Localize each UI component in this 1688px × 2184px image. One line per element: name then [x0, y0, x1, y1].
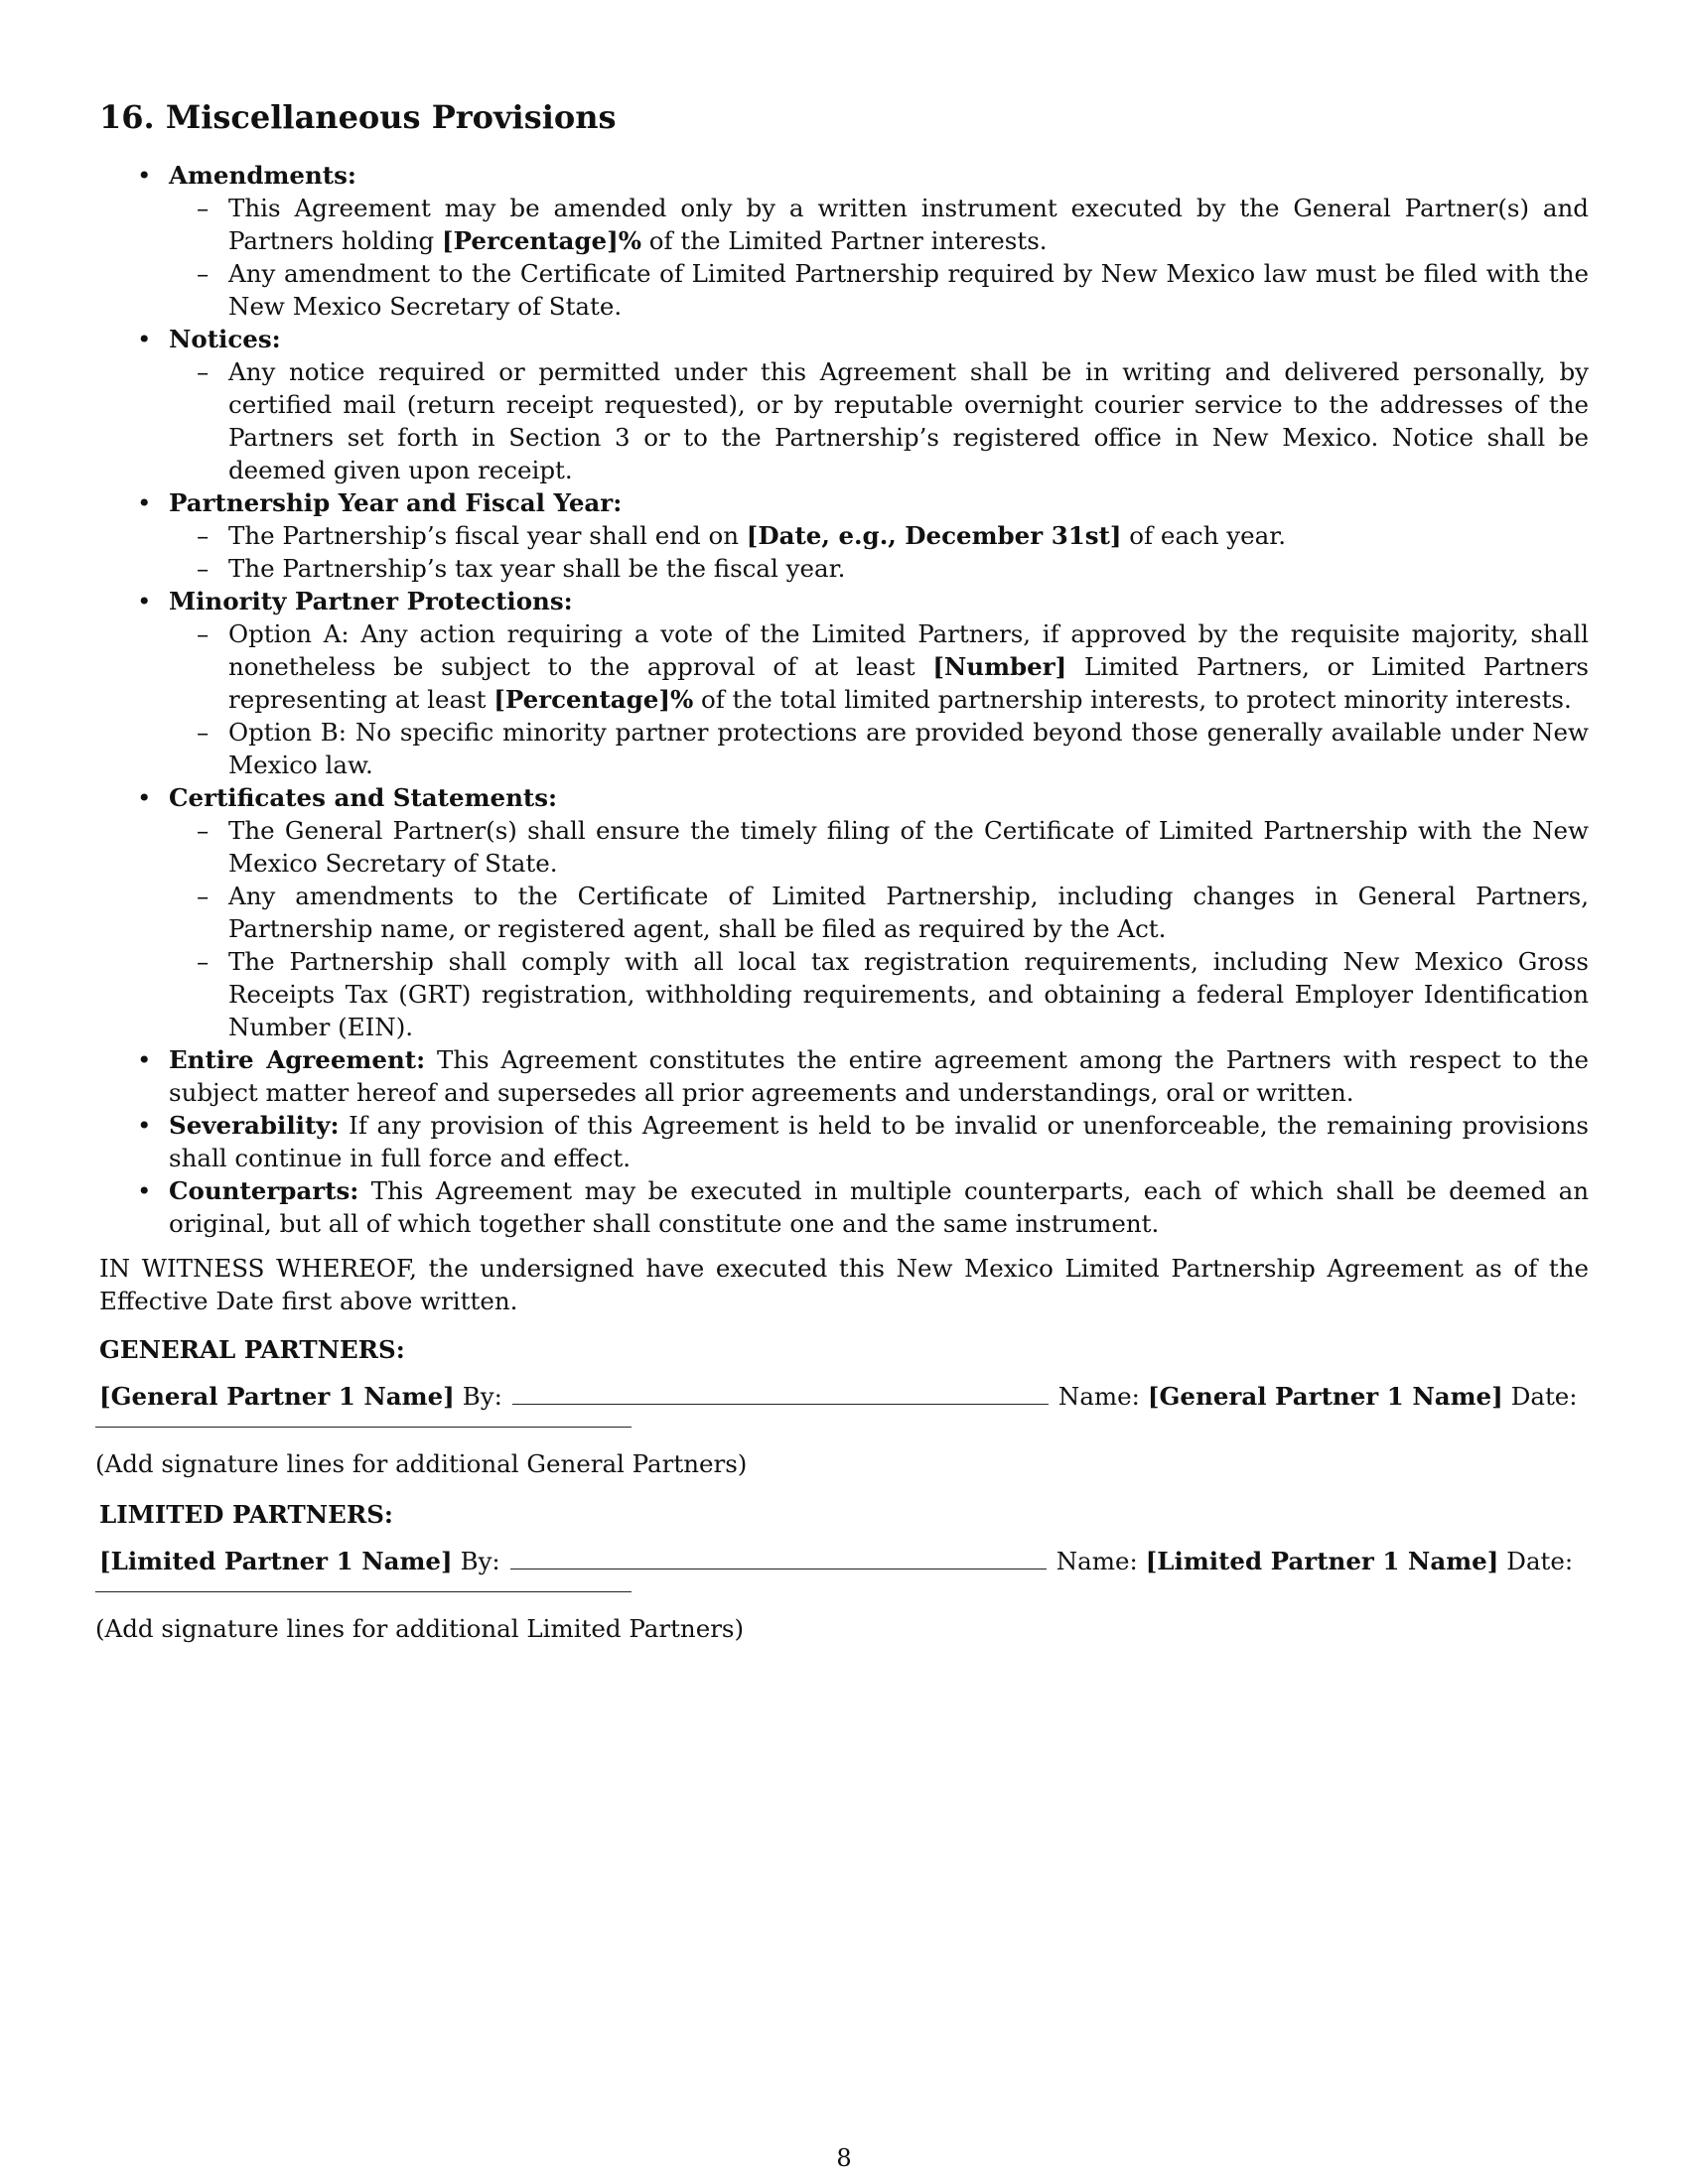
provision-label: Amendments:	[169, 161, 356, 190]
text-run: This Agreement may be amended only by a written instrument executed by the General Partner(s) and Partners holding	[228, 194, 1589, 255]
name-label: Name:	[1055, 1547, 1138, 1575]
dash-icon: –	[197, 816, 210, 845]
provision-label: Notices:	[169, 325, 281, 353]
witness-paragraph: IN WITNESS WHEREOF, the undersigned have executed this New Mexico Limited Partnership Agreement as of the Effective Date first above written.	[99, 1254, 1589, 1315]
sub-item	[169, 192, 1589, 257]
text-run: Limited Partners, or Limited Partners representing at least	[228, 652, 1589, 714]
text-run: Any amendments to the Certificate of Limited Partnership, including changes in General Partners, Partnership name, or registered agent, shall be filed as required by the Act.	[228, 882, 1589, 943]
text-run: The General Partner(s) shall ensure the timely filing of the Certificate of Limited Partnership with the New Mexico Secretary of State.	[228, 816, 1589, 878]
text-run: Option A: Any action requiring a vote of the Limited Partners, if approved by the requisite majority, shall nonetheless be subject to the approval of at least	[228, 619, 1589, 681]
placeholder-text: [Number]	[932, 652, 1067, 681]
text-run: This Agreement constitutes the entire agreement among the Partners with respect to the subject matter hereof and supersedes all prior agreements and understandings, oral or written.	[169, 1045, 1589, 1107]
provision-certificates	[99, 781, 1589, 1043]
sub-list	[169, 617, 1589, 781]
dash-icon: –	[197, 619, 210, 648]
bullet-icon: •	[137, 587, 152, 615]
provision-notices	[99, 323, 1589, 486]
sub-item	[169, 519, 1589, 552]
dash-icon: –	[197, 718, 210, 747]
dash-icon: –	[197, 554, 210, 583]
bullet-icon: •	[137, 325, 152, 353]
text-run: The Partnership’s fiscal year shall end on	[228, 521, 747, 550]
limited-partner-signature-line	[99, 1545, 1589, 1577]
placeholder-text: [Percentage]%	[442, 226, 641, 255]
sub-list	[169, 814, 1589, 1043]
sub-item	[169, 814, 1589, 880]
dash-icon: –	[197, 521, 210, 550]
signature-field[interactable]	[512, 1380, 1049, 1405]
text-run: The Partnership’s tax year shall be the fiscal year.	[228, 554, 846, 583]
text-run: If any provision of this Agreement is held to be invalid or unenforceable, the remaining provisions shall continue in full force and effect.	[169, 1111, 1589, 1172]
partner-name-value: [General Partner 1 Name]	[1147, 1382, 1503, 1411]
section-title: 16. Miscellaneous Provisions	[99, 98, 617, 136]
dash-icon: –	[197, 357, 210, 386]
bullet-icon: •	[137, 783, 152, 812]
text-run: Any notice required or permitted under this Agreement shall be in writing and delivered personally, by certified mail (return receipt requested), or by reputable overnight courier service to the addresses of the Partners set forth in Section 3 or to the Partnership’s registered office in New Mexico. Notice shall be deemed given upon receipt.	[228, 357, 1589, 484]
text-run: This Agreement may be executed in multiple counterparts, each of which shall be deemed an original, but all of which together shall constitute one and the same instrument.	[169, 1176, 1589, 1238]
sub-item	[169, 716, 1589, 781]
provision-minority	[99, 585, 1589, 781]
dash-icon: –	[197, 947, 210, 976]
document-page	[95, 97, 1589, 1645]
provision-entire-agreement	[99, 1043, 1589, 1109]
by-label: By:	[462, 1382, 502, 1411]
by-label: By:	[460, 1547, 500, 1575]
sub-item	[169, 257, 1589, 323]
page-number: 8	[836, 2144, 852, 2172]
bullet-icon: •	[137, 161, 152, 190]
date-label: Date:	[1510, 1382, 1578, 1411]
sub-list	[169, 355, 1589, 486]
bullet-icon: •	[137, 1176, 152, 1205]
signature-field[interactable]	[510, 1545, 1047, 1570]
sub-item	[169, 945, 1589, 1043]
date-label: Date:	[1506, 1547, 1574, 1575]
sub-item	[169, 617, 1589, 716]
general-partners-heading: GENERAL PARTNERS:	[99, 1335, 405, 1364]
sub-list	[169, 192, 1589, 323]
provision-label: Entire Agreement:	[169, 1045, 426, 1074]
date-field[interactable]	[95, 1413, 632, 1428]
dash-icon: –	[197, 259, 210, 288]
signature-note: (Add signature lines for additional Limited Partners)	[95, 1614, 745, 1643]
provision-fiscal-year	[99, 486, 1589, 585]
general-partner-signature-line	[99, 1380, 1589, 1413]
provision-label: Partnership Year and Fiscal Year:	[169, 488, 623, 517]
provision-severability	[99, 1109, 1589, 1174]
text-run: of each year.	[1121, 521, 1287, 550]
provision-label: Severability:	[169, 1111, 340, 1140]
name-label: Name:	[1057, 1382, 1140, 1411]
bullet-icon: •	[137, 1045, 152, 1074]
provision-label: Minority Partner Protections:	[169, 587, 573, 615]
placeholder-text: [Percentage]%	[493, 685, 694, 714]
text-run: of the Limited Partner interests.	[641, 226, 1048, 255]
dash-icon: –	[197, 194, 210, 222]
partner-name-placeholder: [Limited Partner 1 Name]	[99, 1547, 453, 1575]
provision-amendments	[99, 159, 1589, 323]
text-run: of the total limited partnership interests, to protect minority interests.	[693, 685, 1572, 714]
limited-partners-heading: LIMITED PARTNERS:	[99, 1500, 393, 1529]
partner-name-placeholder: [General Partner 1 Name]	[99, 1382, 455, 1411]
bullet-icon: •	[137, 1111, 152, 1140]
provisions-list	[99, 159, 1589, 1240]
sub-item	[169, 355, 1589, 486]
text-run: Any amendment to the Certificate of Limited Partnership required by New Mexico law must be filed with the New Mexico Secretary of State.	[228, 259, 1589, 321]
sub-item	[169, 552, 1589, 585]
text-run: Option B: No specific minority partner protections are provided beyond those generally available under New Mexico law.	[228, 718, 1589, 779]
partner-name-value: [Limited Partner 1 Name]	[1145, 1547, 1499, 1575]
sub-item	[169, 880, 1589, 945]
placeholder-text: [Date, e.g., December 31st]	[746, 521, 1122, 550]
bullet-icon: •	[137, 488, 152, 517]
text-run: The Partnership shall comply with all local tax registration requirements, including New Mexico Gross Receipts Tax (GRT) registration, withholding requirements, and obtaining a federal Employer Identification Number (EIN).	[228, 947, 1589, 1041]
signature-note: (Add signature lines for additional General Partners)	[95, 1449, 748, 1478]
sub-list	[169, 519, 1589, 585]
dash-icon: –	[197, 882, 210, 910]
provision-label: Counterparts:	[169, 1176, 359, 1205]
provision-label: Certificates and Statements:	[169, 783, 558, 812]
date-field[interactable]	[95, 1577, 632, 1592]
provision-counterparts	[99, 1174, 1589, 1240]
